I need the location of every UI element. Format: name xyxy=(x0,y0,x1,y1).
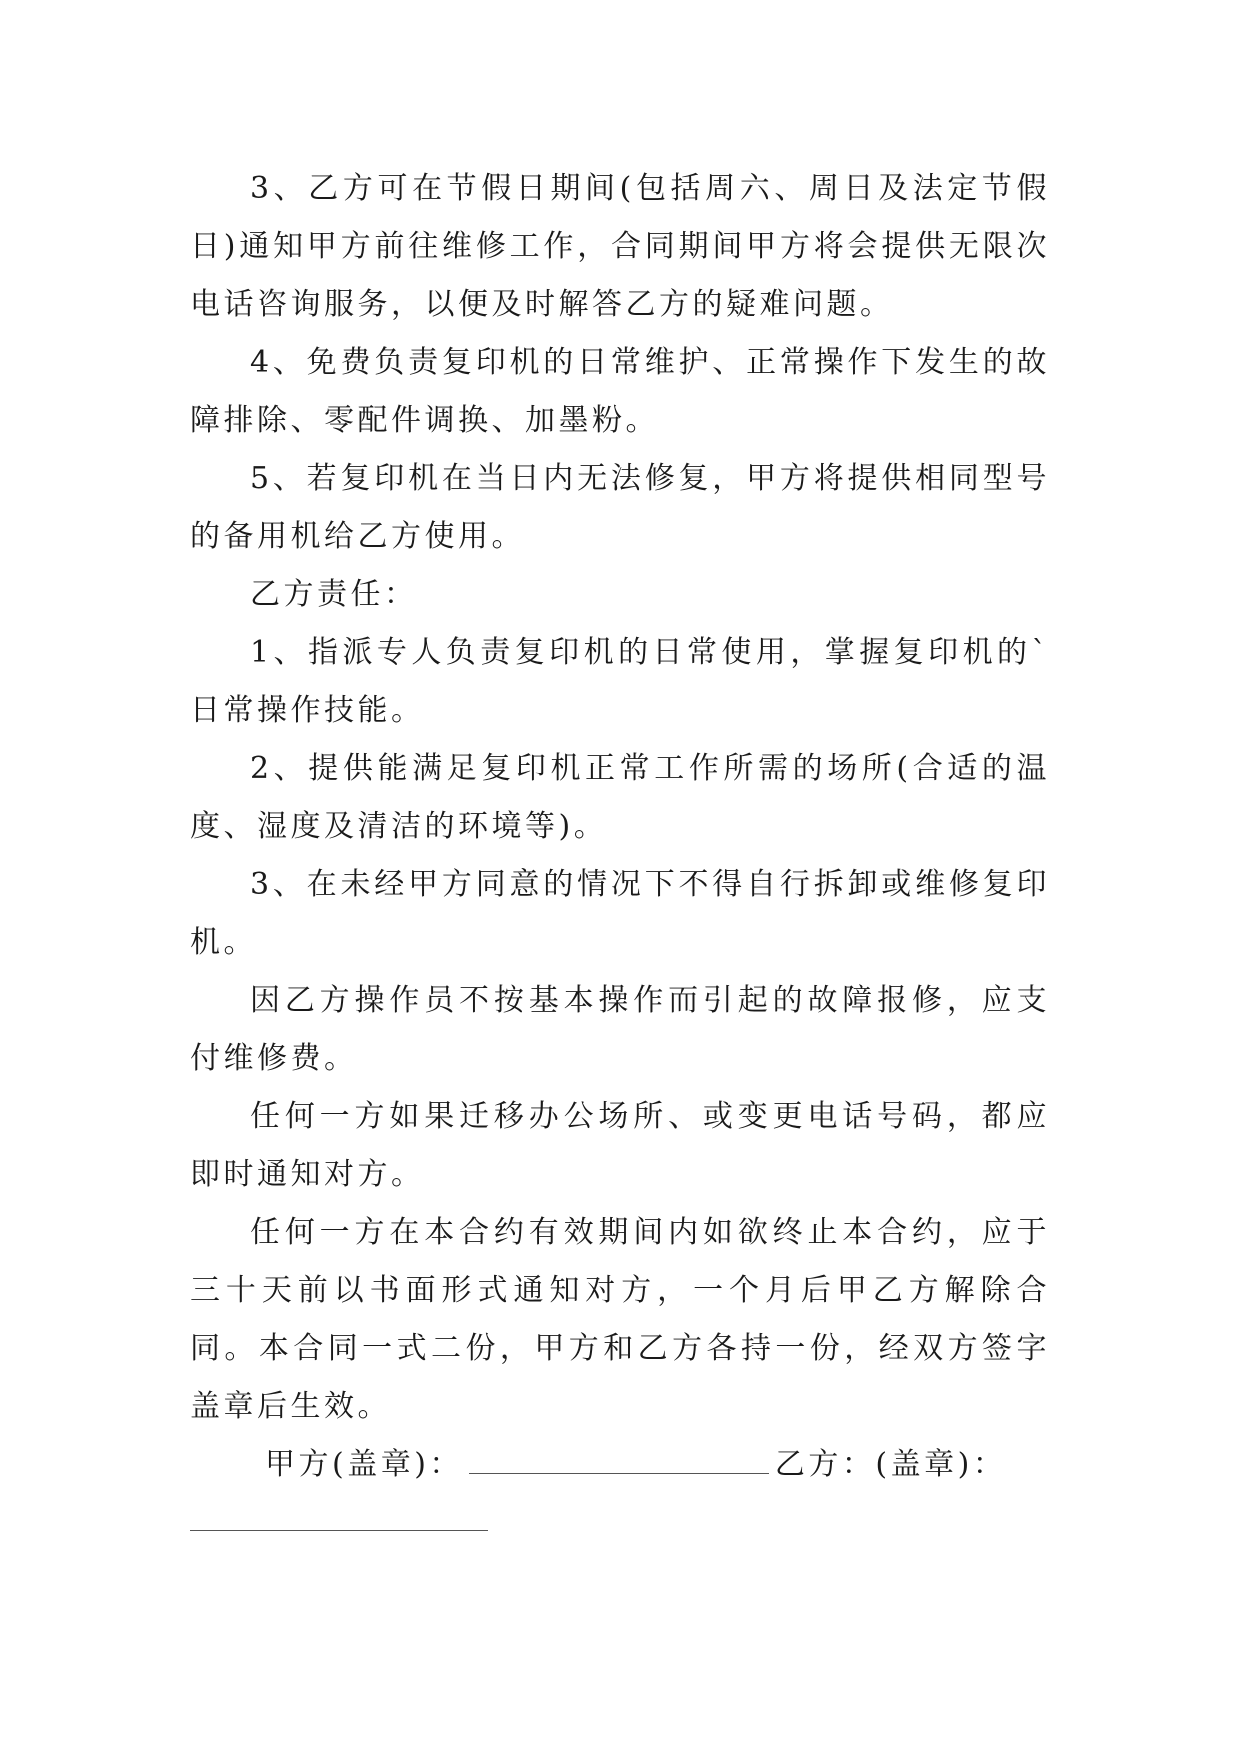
document-body xyxy=(190,160,1050,1436)
paragraph-a-5: 5、若复印机在当日内无法修复，甲方将提供相同型号的备用机给乙方使用。 xyxy=(190,461,1050,554)
party-b-signature-blank xyxy=(190,1530,488,1531)
paragraph-b-2: 2、提供能满足复印机正常工作所需的场所(合适的温度、湿度及清洁的环境等)。 xyxy=(190,751,1050,844)
party-b-seal-label: 乙方：(盖章)： xyxy=(774,1447,1007,1482)
paragraph-b-1: 1、指派专人负责复印机的日常使用，掌握复印机的`日常操作技能。 xyxy=(190,635,1050,728)
paragraph-a-3: 3、乙方可在节假日期间(包括周六、周日及法定节假日)通知甲方前往维修工作，合同期间甲方将会提供无限次电话咨询服务，以便及时解答乙方的疑难问题。 xyxy=(190,171,1050,322)
section-heading-party-b: 乙方责任： xyxy=(250,577,418,612)
paragraph-b-3: 3、在未经甲方同意的情况下不得自行拆卸或维修复印机。 xyxy=(190,867,1050,960)
signature-line xyxy=(265,1436,1065,1494)
paragraph-termination: 任何一方在本合约有效期间内如欲终止本合约，应于三十天前以书面形式通知对方，一个月后甲乙方解除合同。本合同一式二份，甲方和乙方各持一份，经双方签字盖章后生效。 xyxy=(190,1215,1050,1424)
paragraph-relocation: 任何一方如果迁移办公场所、或变更电话号码，都应即时通知对方。 xyxy=(190,1099,1050,1192)
paragraph-repair-fee: 因乙方操作员不按基本操作而引起的故障报修，应支付维修费。 xyxy=(190,983,1050,1076)
party-a-seal-label: 甲方(盖章)： xyxy=(265,1447,463,1482)
paragraph-a-4: 4、免费负责复印机的日常维护、正常操作下发生的故障排除、零配件调换、加墨粉。 xyxy=(190,345,1050,438)
party-a-signature-blank xyxy=(469,1471,769,1474)
